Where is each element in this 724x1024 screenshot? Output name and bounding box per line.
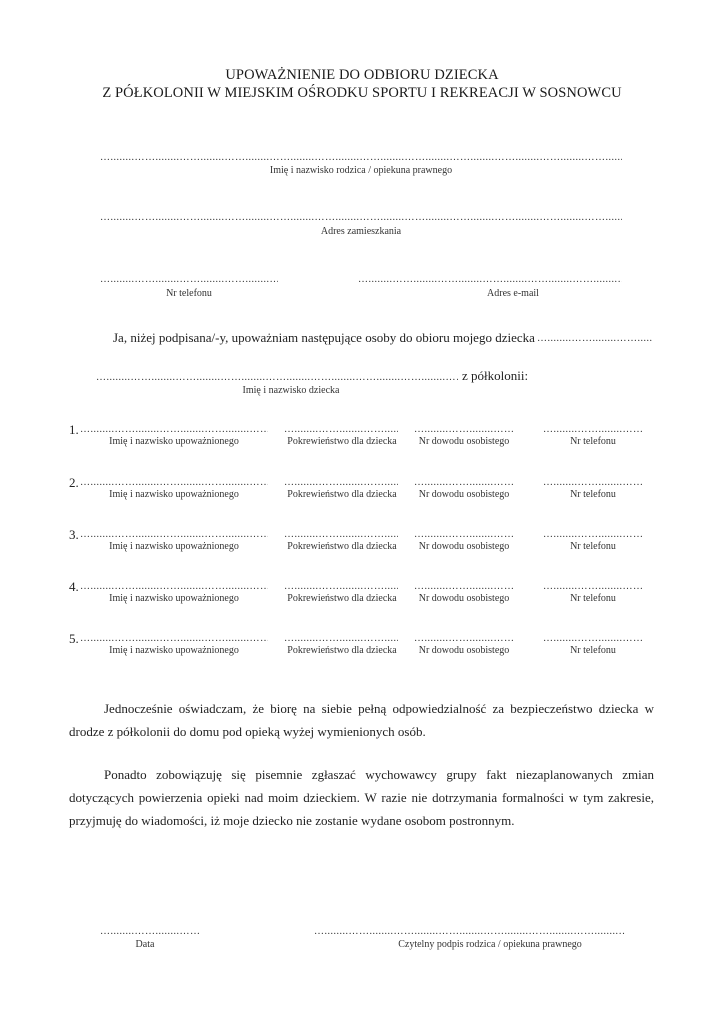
child-name-caption: Imię i nazwisko dziecka [242,385,340,396]
person-id-field[interactable] [414,633,514,645]
person-id-field[interactable] [414,529,514,541]
authorization-text: Ja, niżej podpisana/-y, upoważniam następujące osoby do obioru mojego dziecka [113,330,535,345]
person-relation-field[interactable] [284,529,398,541]
declaration-paragraph: Jednocześnie oświadczam, że biorę na siebie pełną odpowiedzialność za bezpieczeństwo dziecka w drodze z półkolonii do domu pod opieką wyżej wymienionych osób. [69,701,654,739]
person-number: 4. [69,579,79,594]
person-phone-caption: Nr telefonu [570,489,616,500]
person-relation-caption: Pokrewieństwo dla dziecka [287,645,397,656]
person-relation-caption: Pokrewieństwo dla dziecka [287,489,397,500]
address-caption: Adres zamieszkania [320,226,402,237]
person-number: 5. [69,631,79,646]
email-caption: Adres e-mail [487,288,539,299]
person-number: 3. [69,527,79,542]
person-name-field[interactable] [80,633,268,645]
phone-caption: Nr telefonu [166,288,212,299]
person-name-field[interactable] [80,477,268,489]
person-phone-caption: Nr telefonu [570,541,616,552]
date-field[interactable] [100,926,200,938]
person-name-field[interactable] [80,529,268,541]
person-number: 1. [69,422,79,437]
document-title-line2: Z PÓŁKOLONII W MIEJSKIM OŚRODKU SPORTU I REKREACJI W SOSNOWCU [102,85,622,101]
person-relation-field[interactable] [284,581,398,593]
signature-caption: Czytelny podpis rodzica / opiekuna prawnego [398,939,582,950]
parent-name-caption: Imię i nazwisko rodzica / opiekuna prawnego [269,165,453,176]
person-name-caption: Imię i nazwisko upoważnionego [109,489,239,500]
signature-field[interactable] [314,926,626,938]
person-phone-caption: Nr telefonu [570,645,616,656]
person-phone-caption: Nr telefonu [570,593,616,604]
person-relation-field[interactable] [284,477,398,489]
person-relation-caption: Pokrewieństwo dla dziecka [287,436,397,447]
person-phone-field[interactable] [543,424,643,436]
person-name-caption: Imię i nazwisko upoważnionego [109,436,239,447]
date-caption: Data [135,939,155,950]
person-phone-field[interactable] [543,529,643,541]
person-number: 2. [69,475,79,490]
person-relation-field[interactable] [284,424,398,436]
person-name-field[interactable] [80,581,268,593]
person-phone-field[interactable] [543,633,643,645]
person-id-field[interactable] [414,581,514,593]
child-suffix-text: z półkolonii: [462,368,529,383]
person-name-field[interactable] [80,424,268,436]
person-name-caption: Imię i nazwisko upoważnionego [109,541,239,552]
person-id-caption: Nr dowodu osobistego [418,541,510,552]
person-phone-field[interactable] [543,581,643,593]
person-id-caption: Nr dowodu osobistego [418,489,510,500]
person-id-caption: Nr dowodu osobistego [418,645,510,656]
person-name-caption: Imię i nazwisko upoważnionego [109,593,239,604]
person-phone-caption: Nr telefonu [570,436,616,447]
person-relation-caption: Pokrewieństwo dla dziecka [287,541,397,552]
person-id-field[interactable] [414,477,514,489]
person-relation-caption: Pokrewieństwo dla dziecka [287,593,397,604]
obligation-paragraph: Ponadto zobowiązuję się pisemnie zgłaszać wychowawcy grupy fakt niezaplanowanych zmian dotyczących powierzenia opieki nad moim dzieckiem. W razie nie dotrzymania formalności w tym zakresie, przyjmuję do wiadomości, iż moje dziecko nie zostanie wydane osobom postronnym. [69,767,654,828]
person-id-caption: Nr dowodu osobistego [418,436,510,447]
person-id-field[interactable] [414,424,514,436]
person-phone-field[interactable] [543,477,643,489]
person-relation-field[interactable] [284,633,398,645]
person-name-caption: Imię i nazwisko upoważnionego [109,645,239,656]
document-title-line1: UPOWAŻNIENIE DO ODBIORU DZIECKA [225,67,499,83]
person-id-caption: Nr dowodu osobistego [418,593,510,604]
